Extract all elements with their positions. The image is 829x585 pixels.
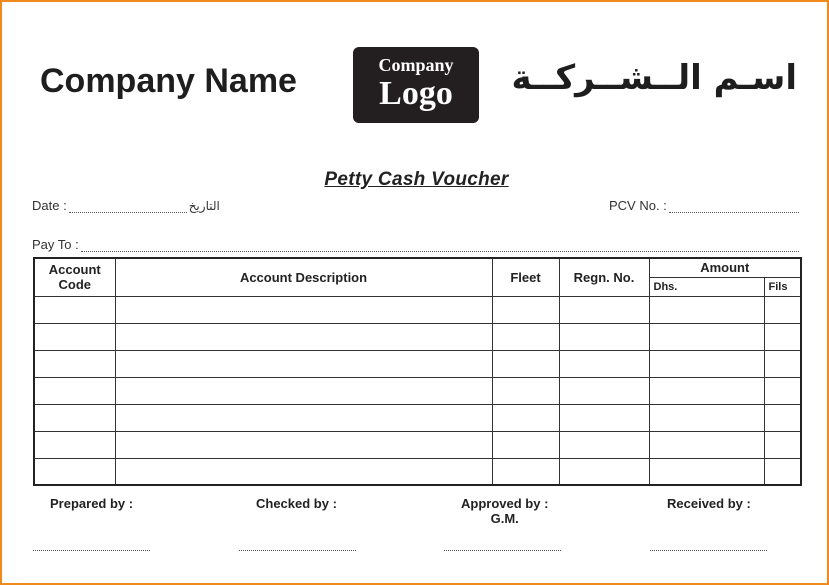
- table-row: [34, 377, 801, 404]
- pcv-line[interactable]: [669, 202, 799, 213]
- col-fleet: Fleet: [492, 258, 559, 296]
- cell[interactable]: [559, 296, 649, 323]
- cell[interactable]: [492, 296, 559, 323]
- cell[interactable]: [492, 404, 559, 431]
- cell[interactable]: [115, 323, 492, 350]
- approved-by-role: G.M.: [490, 511, 519, 526]
- cell[interactable]: [492, 323, 559, 350]
- cell[interactable]: [764, 377, 801, 404]
- company-logo: [353, 47, 479, 123]
- prepared-by-label: Prepared by :: [50, 496, 134, 511]
- cell[interactable]: [559, 377, 649, 404]
- date-label: Date :: [32, 198, 67, 213]
- cell[interactable]: [492, 431, 559, 458]
- date-field: [32, 198, 220, 213]
- approved-signature-line[interactable]: [444, 550, 561, 551]
- cell[interactable]: [492, 458, 559, 485]
- voucher-title: Petty Cash Voucher: [324, 169, 509, 190]
- cell[interactable]: [115, 458, 492, 485]
- cell[interactable]: [34, 458, 115, 485]
- payto-label: Pay To :: [32, 237, 79, 252]
- cell[interactable]: [649, 323, 764, 350]
- checked-by-label: Checked by :: [256, 496, 337, 511]
- cell[interactable]: [115, 296, 492, 323]
- arabic-company-name: اسـم الــشــركــة: [511, 58, 797, 98]
- prepared-signature-line[interactable]: [33, 550, 150, 551]
- table-row: [34, 350, 801, 377]
- table-row: [34, 458, 801, 485]
- checked-signature-line[interactable]: [239, 550, 356, 551]
- col-amount: Amount: [649, 258, 801, 277]
- table-row: [34, 323, 801, 350]
- cell[interactable]: [115, 350, 492, 377]
- cell[interactable]: [764, 404, 801, 431]
- cell[interactable]: [764, 323, 801, 350]
- received-by-label: Received by :: [667, 496, 751, 511]
- logo-line2: Logo: [379, 75, 453, 112]
- logo-line1: Company: [378, 55, 454, 75]
- cell[interactable]: [34, 404, 115, 431]
- cell[interactable]: [649, 296, 764, 323]
- cell[interactable]: [764, 350, 801, 377]
- payto-field: [32, 237, 799, 252]
- cell[interactable]: [559, 404, 649, 431]
- cell[interactable]: [649, 404, 764, 431]
- col-regn-no: Regn. No.: [559, 258, 649, 296]
- cell[interactable]: [34, 350, 115, 377]
- received-signature-line[interactable]: [650, 550, 767, 551]
- cell[interactable]: [492, 377, 559, 404]
- cell[interactable]: [115, 377, 492, 404]
- approved-by-label: Approved by :: [461, 496, 549, 511]
- col-dhs: Dhs.: [649, 277, 764, 296]
- payto-line[interactable]: [81, 241, 799, 252]
- cell[interactable]: [492, 350, 559, 377]
- cell[interactable]: [34, 296, 115, 323]
- table-row: [34, 404, 801, 431]
- pcv-field: [609, 198, 799, 213]
- cell[interactable]: [764, 296, 801, 323]
- date-arabic-label: التاريخ: [188, 199, 220, 213]
- cell[interactable]: [34, 377, 115, 404]
- table-row: [34, 431, 801, 458]
- col-account-code: Account Code: [34, 258, 115, 296]
- cell[interactable]: [559, 350, 649, 377]
- date-line[interactable]: [69, 202, 187, 213]
- approved-by-block: [461, 496, 548, 526]
- cell[interactable]: [764, 431, 801, 458]
- cell[interactable]: [649, 350, 764, 377]
- pcv-label: PCV No. :: [609, 198, 667, 213]
- cell[interactable]: [649, 377, 764, 404]
- cell[interactable]: [34, 323, 115, 350]
- cell[interactable]: [115, 404, 492, 431]
- col-account-description: Account Description: [115, 258, 492, 296]
- cell[interactable]: [115, 431, 492, 458]
- voucher-table: [33, 257, 802, 486]
- company-name: Company Name: [40, 62, 297, 100]
- cell[interactable]: [559, 323, 649, 350]
- table-row: [34, 296, 801, 323]
- cell[interactable]: [649, 458, 764, 485]
- cell[interactable]: [559, 458, 649, 485]
- cell[interactable]: [559, 431, 649, 458]
- cell[interactable]: [34, 431, 115, 458]
- cell[interactable]: [764, 458, 801, 485]
- voucher-title-wrap: [2, 169, 829, 191]
- cell[interactable]: [649, 431, 764, 458]
- col-fils: Fils: [764, 277, 801, 296]
